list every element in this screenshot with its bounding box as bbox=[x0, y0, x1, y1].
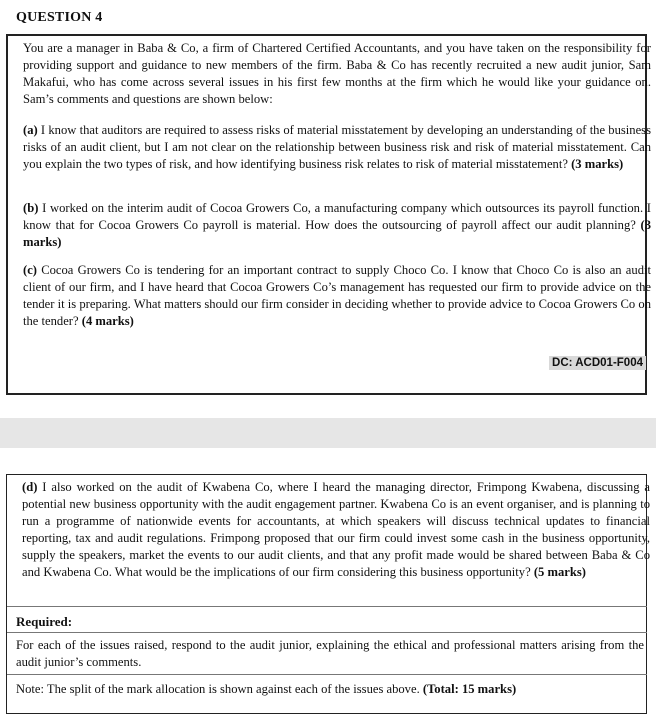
part-d-text: I also worked on the audit of Kwabena Co, where I heard the managing director, Frimpong Kwabena, discussing a potential new business opportunity with the audit engagement partner. Kwabena Co is an event organiser, and is planning to run a programme of nationwide events for accountants, at which speakers will discuss technical updates to financial reporting, tax and audit regulations. Frimpong proposed that our firm could invest some cash in the business opportunity, supply the speakers, market the events to our audit clients, and that any profit made would be shared between Baba & Co and Kwabena Co. What would be the implications of our firm considering this business opportunity? bbox=[22, 480, 650, 579]
part-d-label: (d) bbox=[22, 480, 38, 494]
part-c-label: (c) bbox=[23, 263, 37, 277]
intro-paragraph: You are a manager in Baba & Co, a firm of Chartered Certified Accountants, and you have taken on the responsibility for providing support and guidance to new members of the firm. Baba & Co has recently recruited a new audit junior, Sam Makafui, who has come across several issues in his first few months at the firm which he would like your guidance on. Sam’s comments and questions are shown below: bbox=[23, 41, 651, 106]
part-a-text: I know that auditors are required to assess risks of material misstatement by developing an understanding of the business risks of an audit client, but I am not clear on the relationship between business risk and risk of material misstatement. Can you explain the two types of risk, and how identifying business risk relates to risk of material misstatement? bbox=[23, 123, 651, 171]
part-c-marks: (4 marks) bbox=[81, 314, 134, 328]
part-d-box bbox=[6, 474, 650, 714]
part-b-marks: (3 marks) bbox=[23, 218, 651, 249]
part-c-paragraph bbox=[23, 262, 651, 330]
required-text: For each of the issues raised, respond to the audit junior, explaining the ethical and professional matters arising from the audit junior’s comments. bbox=[16, 638, 644, 669]
part-b-paragraph bbox=[23, 200, 651, 251]
divider-line bbox=[7, 674, 647, 675]
part-b-text: I worked on the interim audit of Cocoa Growers Co, a manufacturing company which outsources its payroll function. I know that for Cocoa Growers Co payroll is material. How does the outsourcing of payroll affect our audit planning? bbox=[23, 201, 651, 232]
part-a-label: (a) bbox=[23, 123, 38, 137]
note-total: (Total: 15 marks) bbox=[422, 682, 517, 696]
part-a-paragraph bbox=[23, 122, 651, 173]
part-b-label: (b) bbox=[23, 201, 39, 215]
question-box bbox=[6, 34, 651, 395]
part-a-marks: (3 marks) bbox=[571, 157, 624, 171]
note-text: Note: The split of the mark allocation is shown against each of the issues above. bbox=[16, 682, 423, 696]
page-gap bbox=[0, 418, 656, 448]
part-c-text: Cocoa Growers Co is tendering for an important contract to supply Choco Co. I know that Choco Co is also an audit client of our firm, and I have heard that Cocoa Growers Co’s management has requested our firm to provide advice on the tender it is preparing. What matters should our firm consider in deciding whether to provide advice to Cocoa Growers Co on the tender? bbox=[23, 263, 651, 328]
divider-line bbox=[7, 606, 647, 607]
part-d-paragraph bbox=[22, 479, 650, 581]
document-code-label: DC: ACD01-F004 bbox=[549, 356, 646, 370]
question-title: QUESTION 4 bbox=[16, 10, 103, 25]
required-heading: Required: bbox=[16, 614, 73, 629]
note-paragraph bbox=[16, 681, 644, 698]
divider-line bbox=[7, 632, 647, 633]
part-d-marks: (5 marks) bbox=[533, 565, 586, 579]
